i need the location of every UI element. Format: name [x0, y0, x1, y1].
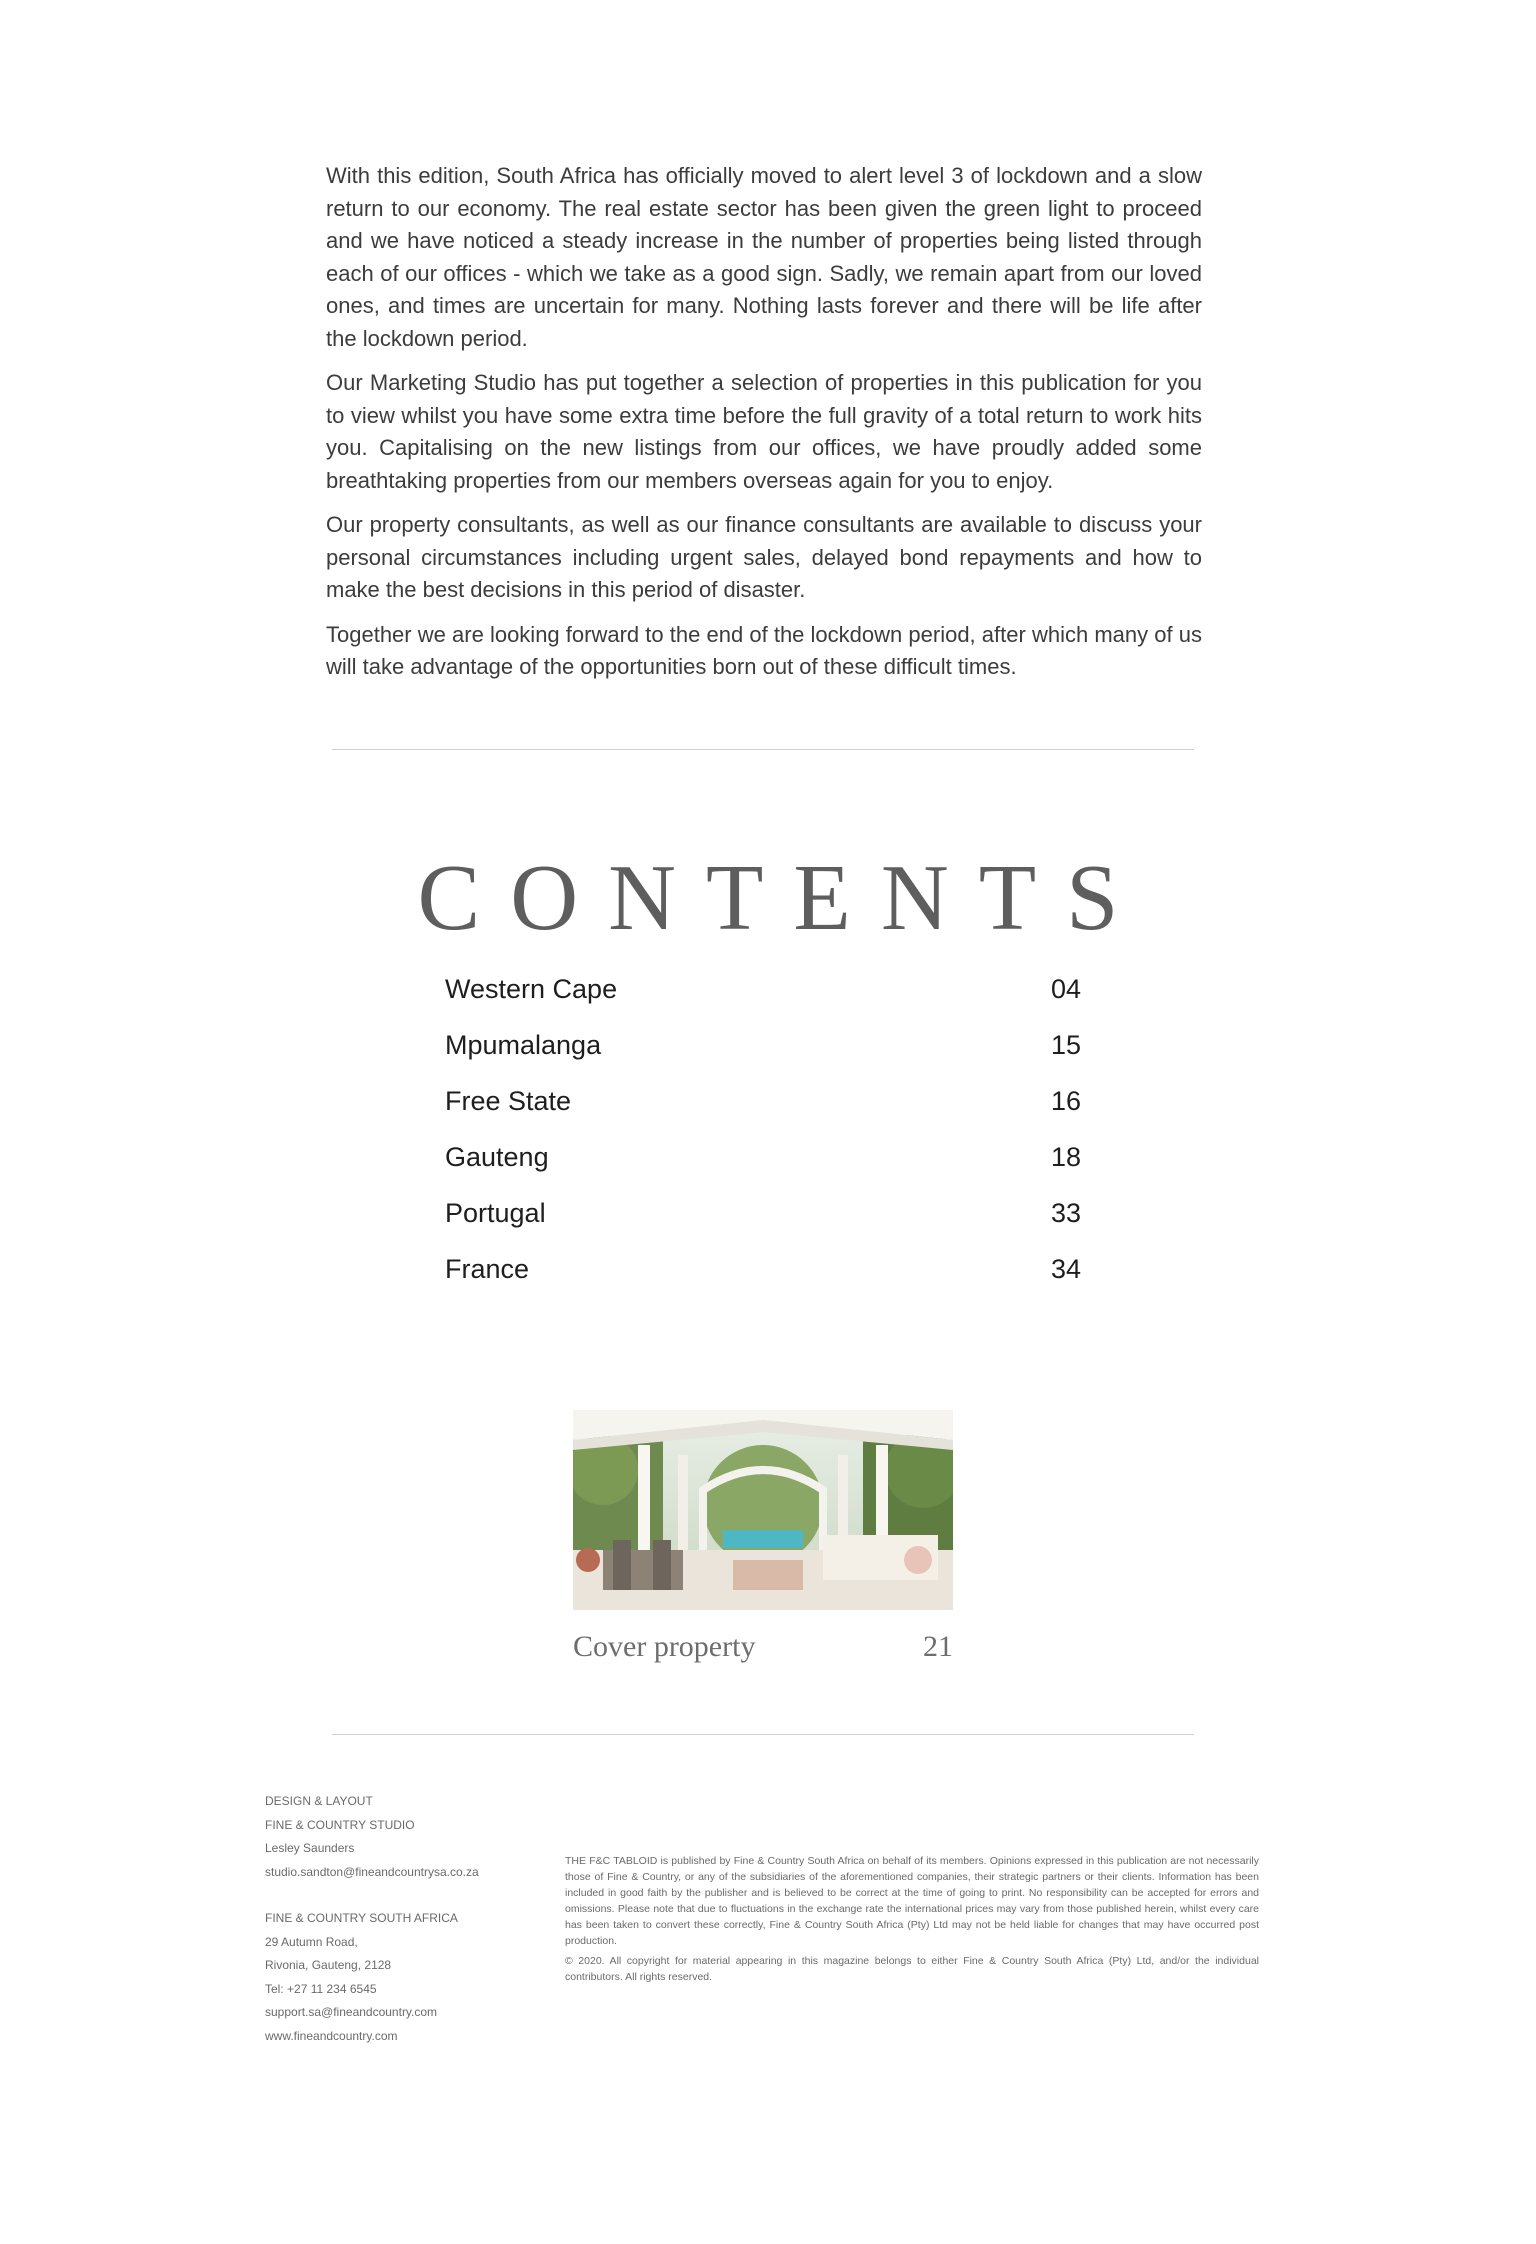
- cover-property-label: Cover property: [573, 1630, 756, 1663]
- legal-disclaimer: THE F&C TABLOID is published by Fine & Country South Africa on behalf of its members. Opinions expressed in this publication are not necessarily those of Fine & Country, or any of the subsidiaries of the aforementioned companies, their strategic partners or their clients. Information has been included in good faith by the publisher and is believed to be correct at the time of going to print. No responsibility can be accepted for errors and omissions. Please note that due to fluctuations in the exchange rate the international prices may vary from those published herein, whilst every care has been taken to convert these correctly, Fine & Country South Africa (Pty) Ltd may not be held liable for changes that may have occurred post production.: [565, 1855, 1259, 1947]
- intro-text: [326, 160, 1202, 696]
- toc-item-label: Free State: [445, 1086, 572, 1116]
- contents-title: CONTENTS: [417, 846, 1149, 950]
- cover-property-caption[interactable]: [573, 1630, 953, 1664]
- toc-item-label: Gauteng: [445, 1142, 549, 1172]
- credits-line: FINE & COUNTRY SOUTH AFRICA: [265, 1911, 458, 1925]
- toc-item-label: France: [445, 1254, 530, 1284]
- toc-item-page: 33: [1050, 1198, 1081, 1228]
- toc-item-page: 16: [1050, 1086, 1081, 1116]
- intro-paragraph: Together we are looking forward to the end of the lockdown period, after which many of us will take advantage of the opportunities born out of these difficult times.: [326, 621, 1202, 679]
- credits-line: Rivonia, Gauteng, 2128: [265, 1958, 392, 1972]
- toc-item-page: 34: [1050, 1254, 1081, 1284]
- toc-item-page: 18: [1050, 1142, 1081, 1172]
- divider-bottom: [332, 1734, 1194, 1735]
- toc-item-label: Mpumalanga: [445, 1030, 602, 1060]
- credits-line: Lesley Saunders: [265, 1841, 355, 1855]
- credits-email[interactable]: support.sa@fineandcountry.com: [265, 2005, 438, 2019]
- divider-top: [332, 749, 1194, 750]
- cover-property-photo: [573, 1410, 953, 1610]
- toc-item-page: 15: [1050, 1030, 1081, 1060]
- intro-paragraph: With this edition, South Africa has officially moved to alert level 3 of lockdown and a slow return to our economy. The real estate sector has been given the green light to proceed and we have noticed a steady increase in the number of properties being listed through each of our offices - which we take as a good sign. Sadly, we remain apart from our loved ones, and times are uncertain for many. Nothing lasts forever and there will be life after the lockdown period.: [326, 163, 1202, 351]
- intro-paragraph: Our Marketing Studio has put together a selection of properties in this publication for you to view whilst you have some extra time before the full gravity of a total return to work hits you. Capitalising on the new listings from our offices, we have proudly added some breathtaking properties from our members overseas again for you to enjoy.: [326, 370, 1202, 493]
- toc-item-page: 04: [1050, 974, 1081, 1004]
- credits-line: Tel: +27 11 234 6545: [265, 1981, 377, 1996]
- toc-item-gauteng[interactable]: [445, 1142, 1081, 1198]
- credits-line: FINE & COUNTRY STUDIO: [265, 1817, 415, 1832]
- toc-item-portugal[interactable]: [445, 1198, 1081, 1254]
- credits-email[interactable]: studio.sandton@fineandcountrysa.co.za: [265, 1864, 479, 1879]
- intro-paragraph: Our property consultants, as well as our finance consultants are available to discuss your personal circumstances including urgent sales, delayed bond repayments and how to make the best decisions in this period of disaster.: [326, 512, 1202, 602]
- toc-item-western-cape[interactable]: [445, 974, 1081, 1030]
- toc-item-france[interactable]: [445, 1254, 1081, 1310]
- toc-item-label: Portugal: [445, 1198, 546, 1228]
- credits-line: 29 Autumn Road,: [265, 1934, 358, 1949]
- toc-item-mpumalanga[interactable]: [445, 1030, 1081, 1086]
- toc-item-free-state[interactable]: [445, 1086, 1081, 1142]
- credits-line: DESIGN & LAYOUT: [265, 1794, 373, 1808]
- toc-item-label: Western Cape: [445, 974, 618, 1004]
- legal-copyright: © 2020. All copyright for material appearing in this magazine belongs to either Fine & Country South Africa (Pty) Ltd, and/or the individual contributors. All rights reserved.: [565, 1955, 1259, 1983]
- credits-block: [265, 1790, 525, 2048]
- contents-list: [445, 974, 1081, 1310]
- legal-block: [565, 1853, 1259, 1989]
- cover-property-image[interactable]: [573, 1410, 953, 1610]
- credits-website[interactable]: www.fineandcountry.com: [265, 2028, 398, 2043]
- cover-property-page: 21: [923, 1630, 953, 1663]
